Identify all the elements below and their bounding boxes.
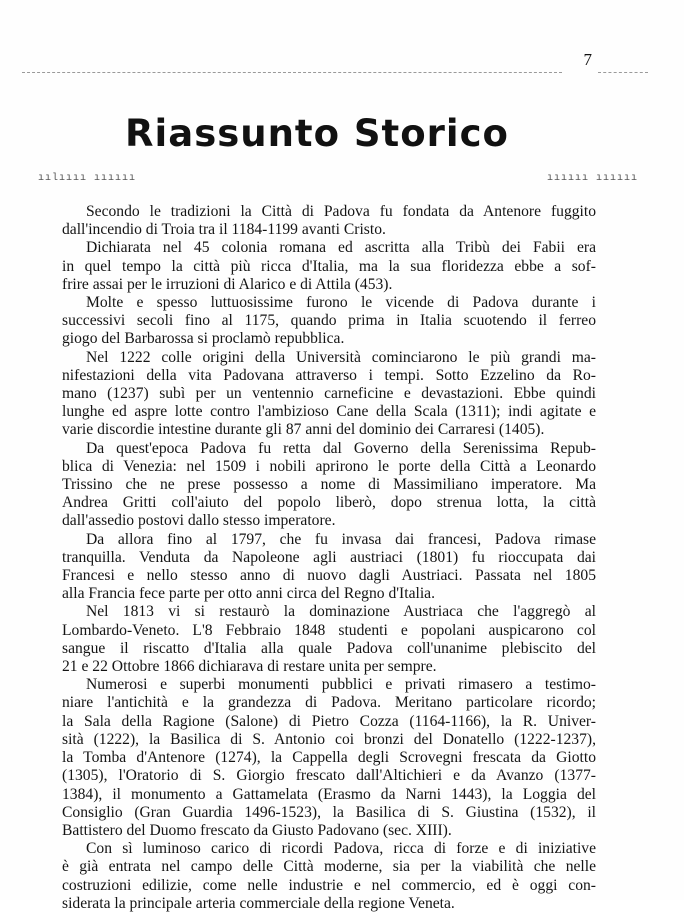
text-line: lunghe ed aspre lotte contro l'ambizioso Cane della Scala (1311); indi agitate e [62, 403, 596, 421]
text-line: 21 e 22 Ottobre 1866 dichiarava di restare unita per sempre. [62, 658, 437, 676]
text-line: Lombardo-Veneto. L'8 Febbraio 1848 studenti e popolani auspicarono col [62, 621, 596, 639]
text-line: Con sì luminoso carico di ricordi Padova, ricca di forze e di iniziative [86, 840, 596, 858]
text-line: mano (1237) subì per un ventennio carneficine e devastazioni. Ebbe quindi [62, 385, 596, 403]
paragraph [40, 349, 596, 440]
text-line: Francesi e nello stesso anno di nuovo dagli Austriaci. Passata nel 1805 [62, 567, 596, 585]
text-line: sità (1222), la Basilica di S. Antonio coi bronzi del Donatello (1222-1237), [62, 730, 596, 748]
text-line: Da quest'epoca Padova fu retta dal Governo della Serenissima Repub- [86, 439, 596, 457]
ornament-left: ıılıııı ıııııı [38, 173, 137, 184]
text-line: Dichiarata nel 45 colonia romana ed ascritta alla Tribù dei Fabii era [86, 239, 596, 257]
text-line: nifestazioni della vita Padovana attraverso i tempi. Sotto Ezzelino da Ro- [62, 366, 596, 384]
text-line: Nel 1813 vi si restaurò la dominazione Austriaca che l'aggregò al [86, 603, 596, 621]
text-line: Andrea Gritti coll'aiuto del popolo liberò, dopo strenua lotta, la città [62, 494, 596, 512]
text-line: dall'assedio postovi dallo stesso imperatore. [62, 512, 336, 530]
text-line: blica di Venezia: nel 1509 i nobili aprirono le porte della Città a Leonardo [62, 457, 596, 475]
text-line: alla Francia fece parte per otto anni circa del Regno d'Italia. [62, 585, 435, 603]
paragraph [40, 203, 596, 239]
paragraph [40, 440, 596, 531]
page-number: 7 [583, 50, 592, 69]
text-line: la Sala della Ragione (Salone) di Pietro Cozza (1164-1166), la R. Univer- [62, 712, 596, 730]
paragraph [40, 531, 596, 604]
text-line: Trissino che ne prese possesso a nome di Massimiliano imperatore. Ma [62, 476, 596, 494]
text-line: Da allora fino al 1797, che fu invasa dai francesi, Padova rimase [86, 530, 596, 548]
text-line: varie discordie intestine durante gli 87 anni del dominio dei Carraresi (1405). [62, 421, 545, 439]
paragraph [40, 239, 596, 294]
body-text [40, 203, 596, 913]
text-line: niare l'antichità e la grandezza di Padova. Meritano particolare ricordo; [62, 694, 596, 712]
ornament-right: ıııııı ıııııı [546, 173, 638, 184]
header-rule-right [598, 72, 648, 73]
text-line: Nel 1222 colle origini della Università cominciarono le più grandi ma- [86, 348, 596, 366]
text-line: 1384), il monumento a Gattamelata (Erasmo da Narni 1443), la Loggia del [62, 785, 596, 803]
text-line: Secondo le tradizioni la Città di Padova fu fondata da Antenore fuggito [86, 203, 596, 220]
text-line: dall'incendio di Troia tra il 1184-1199 avanti Cristo. [62, 221, 386, 239]
paragraph [40, 294, 596, 349]
paragraph [40, 603, 596, 676]
text-line: frire assai per le irruzioni di Alarico e di Attila (453). [62, 275, 393, 293]
text-line: la Tomba d'Antenore (1274), la Cappella degli Scrovegni frescata da Giotto [62, 749, 596, 767]
text-line: Molte e spesso luttuosissime furono le vicende di Padova durante i [86, 294, 596, 312]
paragraph [40, 676, 596, 840]
text-line: giogo del Barbarossa si proclamò repubblica. [62, 330, 345, 348]
text-line: sangue il riscatto d'Italia alla quale Padova coll'unanime plebiscito del [62, 639, 596, 657]
text-line: successivi secoli fino al 1175, quando prima in Italia scuotendo il ferreo [62, 312, 596, 330]
text-line: siderata la principale arteria commerciale della regione Veneta. [62, 894, 455, 912]
text-line: tranquilla. Venduta da Napoleone agli austriaci (1801) fu rioccupata dai [62, 548, 596, 566]
page-title: Riassunto Storico [125, 112, 509, 155]
text-line: (1305), l'Oratorio di S. Giorgio frescato dall'Altichieri e da Avanzo (1377- [62, 767, 596, 785]
paragraph [40, 840, 596, 913]
text-line: Numerosi e superbi monumenti pubblici e privati rimasero a testimo- [86, 676, 596, 694]
text-line: Consiglio (Gran Guardia 1496-1523), la Basilica di S. Giustina (1532), il [62, 803, 596, 821]
text-line: in quel tempo la città più ricca d'Italia, ma la sua floridezza ebbe a sof- [62, 257, 596, 275]
text-line: costruzioni edilizie, come nelle industrie e nel commercio, ed è oggi con- [62, 876, 596, 894]
header-rule-left [22, 72, 562, 73]
text-line: è già entrata nel campo delle Città moderne, sia per la viabilità che nelle [62, 858, 596, 876]
text-line: Battistero del Duomo frescato da Giusto Padovano (sec. XIII). [62, 821, 452, 839]
